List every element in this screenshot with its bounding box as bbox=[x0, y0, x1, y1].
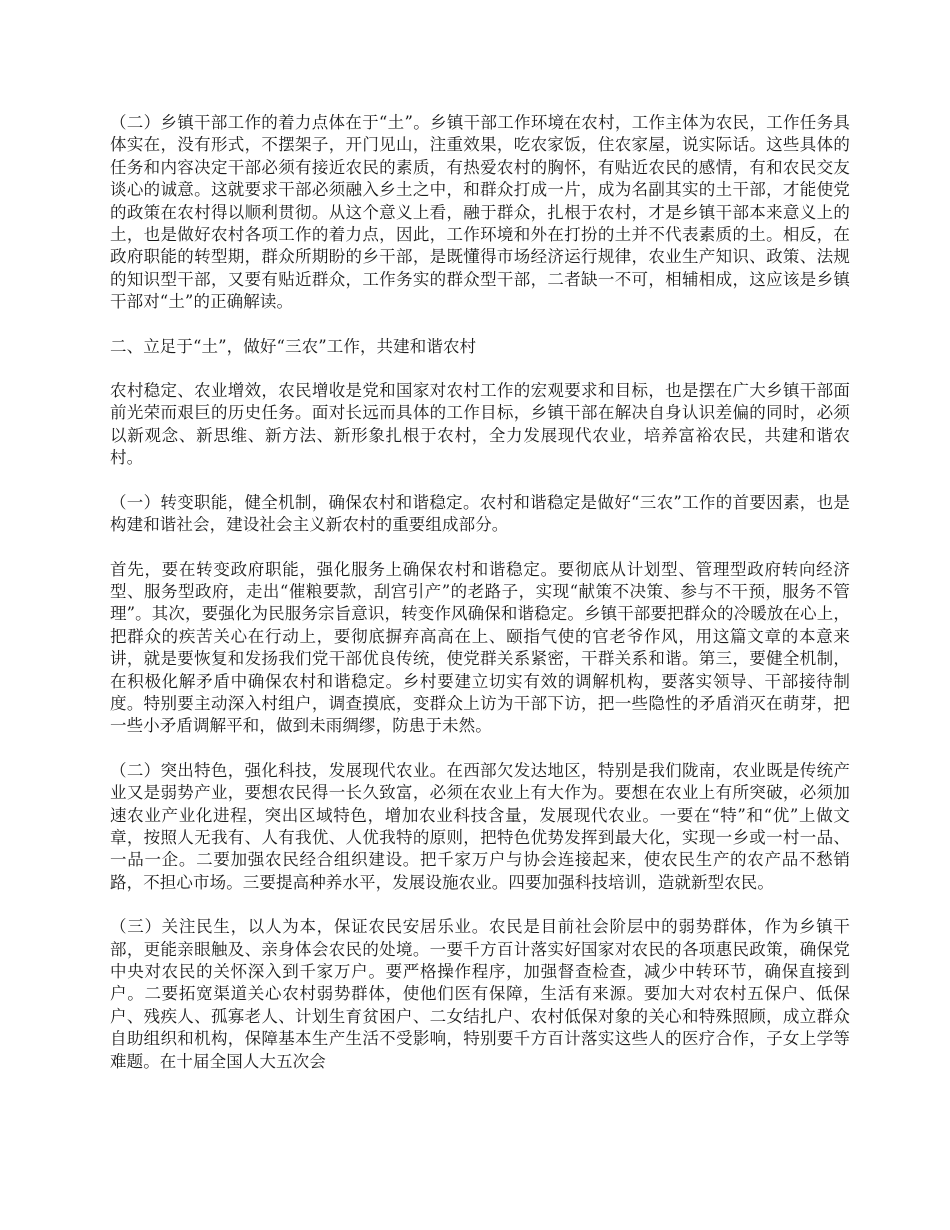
paragraph-first-second-third: 首先，要在转变政府职能，强化服务上确保农村和谐稳定。要彻底从计划型、管理型政府转向经济型、服务型政府，走出“催粮要款，刮宫引产”的老路子，实现“献策不决策、参与不干预，服务不管理”。其次，要强化为民服务宗旨意识，转变作风确保和谐稳定。乡镇干部要把群众的冷暖放在心上，把群众的疾苦关心在行动上，要彻底摒弃高高在上、颐指气使的官老爷作风，用这篇文章的本意来讲，就是要恢复和发扬我们党干部优良传统，使党群关系紧密，干群关系和谐。第三，要健全机制，在积极化解矛盾中确保农村和谐稳定。乡村要建立切实有效的调解机构，要落实领导、干部接待制度。特别要主动深入村组户，调查摸底，变群众上访为干部下访，把一些隐性的矛盾消灭在萌芽，把一些小矛盾调解平和，做到未雨绸缪，防患于未然。 bbox=[110, 559, 850, 736]
paragraph-transform-functions: （一）转变职能，健全机制，确保农村和谐稳定。农村和谐稳定是做好“三农”工作的首要因素，也是构建和谐社会，建设社会主义新农村的重要组成部分。 bbox=[110, 492, 850, 535]
paragraph-township-cadre-focus: （二）乡镇干部工作的着力点体在于“土”。乡镇干部工作环境在农村，工作主体为农民，工作任务具体实在，没有形式，不摆架子，开门见山，注重效果，吃农家饭，住农家屋，说实际话。这些具体的任务和内容决定干部必须有接近农民的素质，有热爱农村的胸怀，有贴近农民的感情，有和农民交友谈心的诚意。这就要求干部必须融入乡土之中，和群众打成一片，成为名副其实的土干部，才能使党的政策在农村得以顺利贯彻。从这个意义上看，融于群众，扎根于农村，才是乡镇干部本来意义上的土，也是做好农村各项工作的着力点，因此，工作环境和外在打扮的土并不代表素质的土。相反，在政府职能的转型期，群众所期盼的乡干部，是既懂得市场经济运行规律，农业生产知识、政策、法规的知识型干部，又要有贴近群众，工作务实的群众型干部，二者缺一不可，相辅相成，这应该是乡镇干部对“土”的正确解读。 bbox=[110, 113, 850, 312]
paragraph-livelihood: （三）关注民生，以人为本，保证农民安居乐业。农民是目前社会阶层中的弱势群体，作为乡镇干部，更能亲眼触及、亲身体会农民的处境。一要千方百计落实好国家对农民的各项惠民政策，确保党中央对农民的关怀深入到千家万户。要严格操作程序，加强督查检查，减少中转环节，确保直接到户。二要拓宽渠道关心农村弱势群体，使他们医有保障，生活有来源。要加大对农村五保户、低保户、残疾人、孤寡老人、计划生育贫困户、二女结扎户、农村低保对象的关心和特殊照顾，成立群众自助组织和机构，保障基本生产生活不受影响，特别要千方百计落实这些人的医疗合作，子女上学等难题。在十届全国人大五次会 bbox=[110, 917, 850, 1071]
paragraph-rural-goals: 农村稳定、农业增效，农民增收是党和国家对农村工作的宏观要求和目标，也是摆在广大乡镇干部面前光荣而艰巨的历史任务。面对长远而具体的工作目标，乡镇干部在解决自身认识差偏的同时，必须以新观念、新思维、新方法、新形象扎根于农村，全力发展现代农业，培养富裕农民，共建和谐农村。 bbox=[110, 381, 850, 468]
section-heading-two: 二、立足于“土”，做好“三农”工作，共建和谐农村 bbox=[110, 336, 477, 356]
document-page bbox=[110, 112, 850, 1095]
paragraph-modern-agriculture: （二）突出特色，强化科技，发展现代农业。在西部欠发达地区，特别是我们陇南，农业既是传统产业又是弱势产业，要想农民得一长久致富，必须在农业上有大作为。要想在农业上有所突破，必须加速农业产业化进程，突出区域特色，增加农业科技含量，发展现代农业。一要在“特”和“优”上做文章，按照人无我有、人有我优、人优我特的原则，把特色优势发挥到最大化，实现一乡或一村一品、一品一企。二要加强农民经合组织建设。把千家万户与协会连接起来，使农民生产的农产品不愁销路，不担心市场。三要提高种养水平，发展设施农业。四要加强科技培训，造就新型农民。 bbox=[110, 760, 850, 892]
